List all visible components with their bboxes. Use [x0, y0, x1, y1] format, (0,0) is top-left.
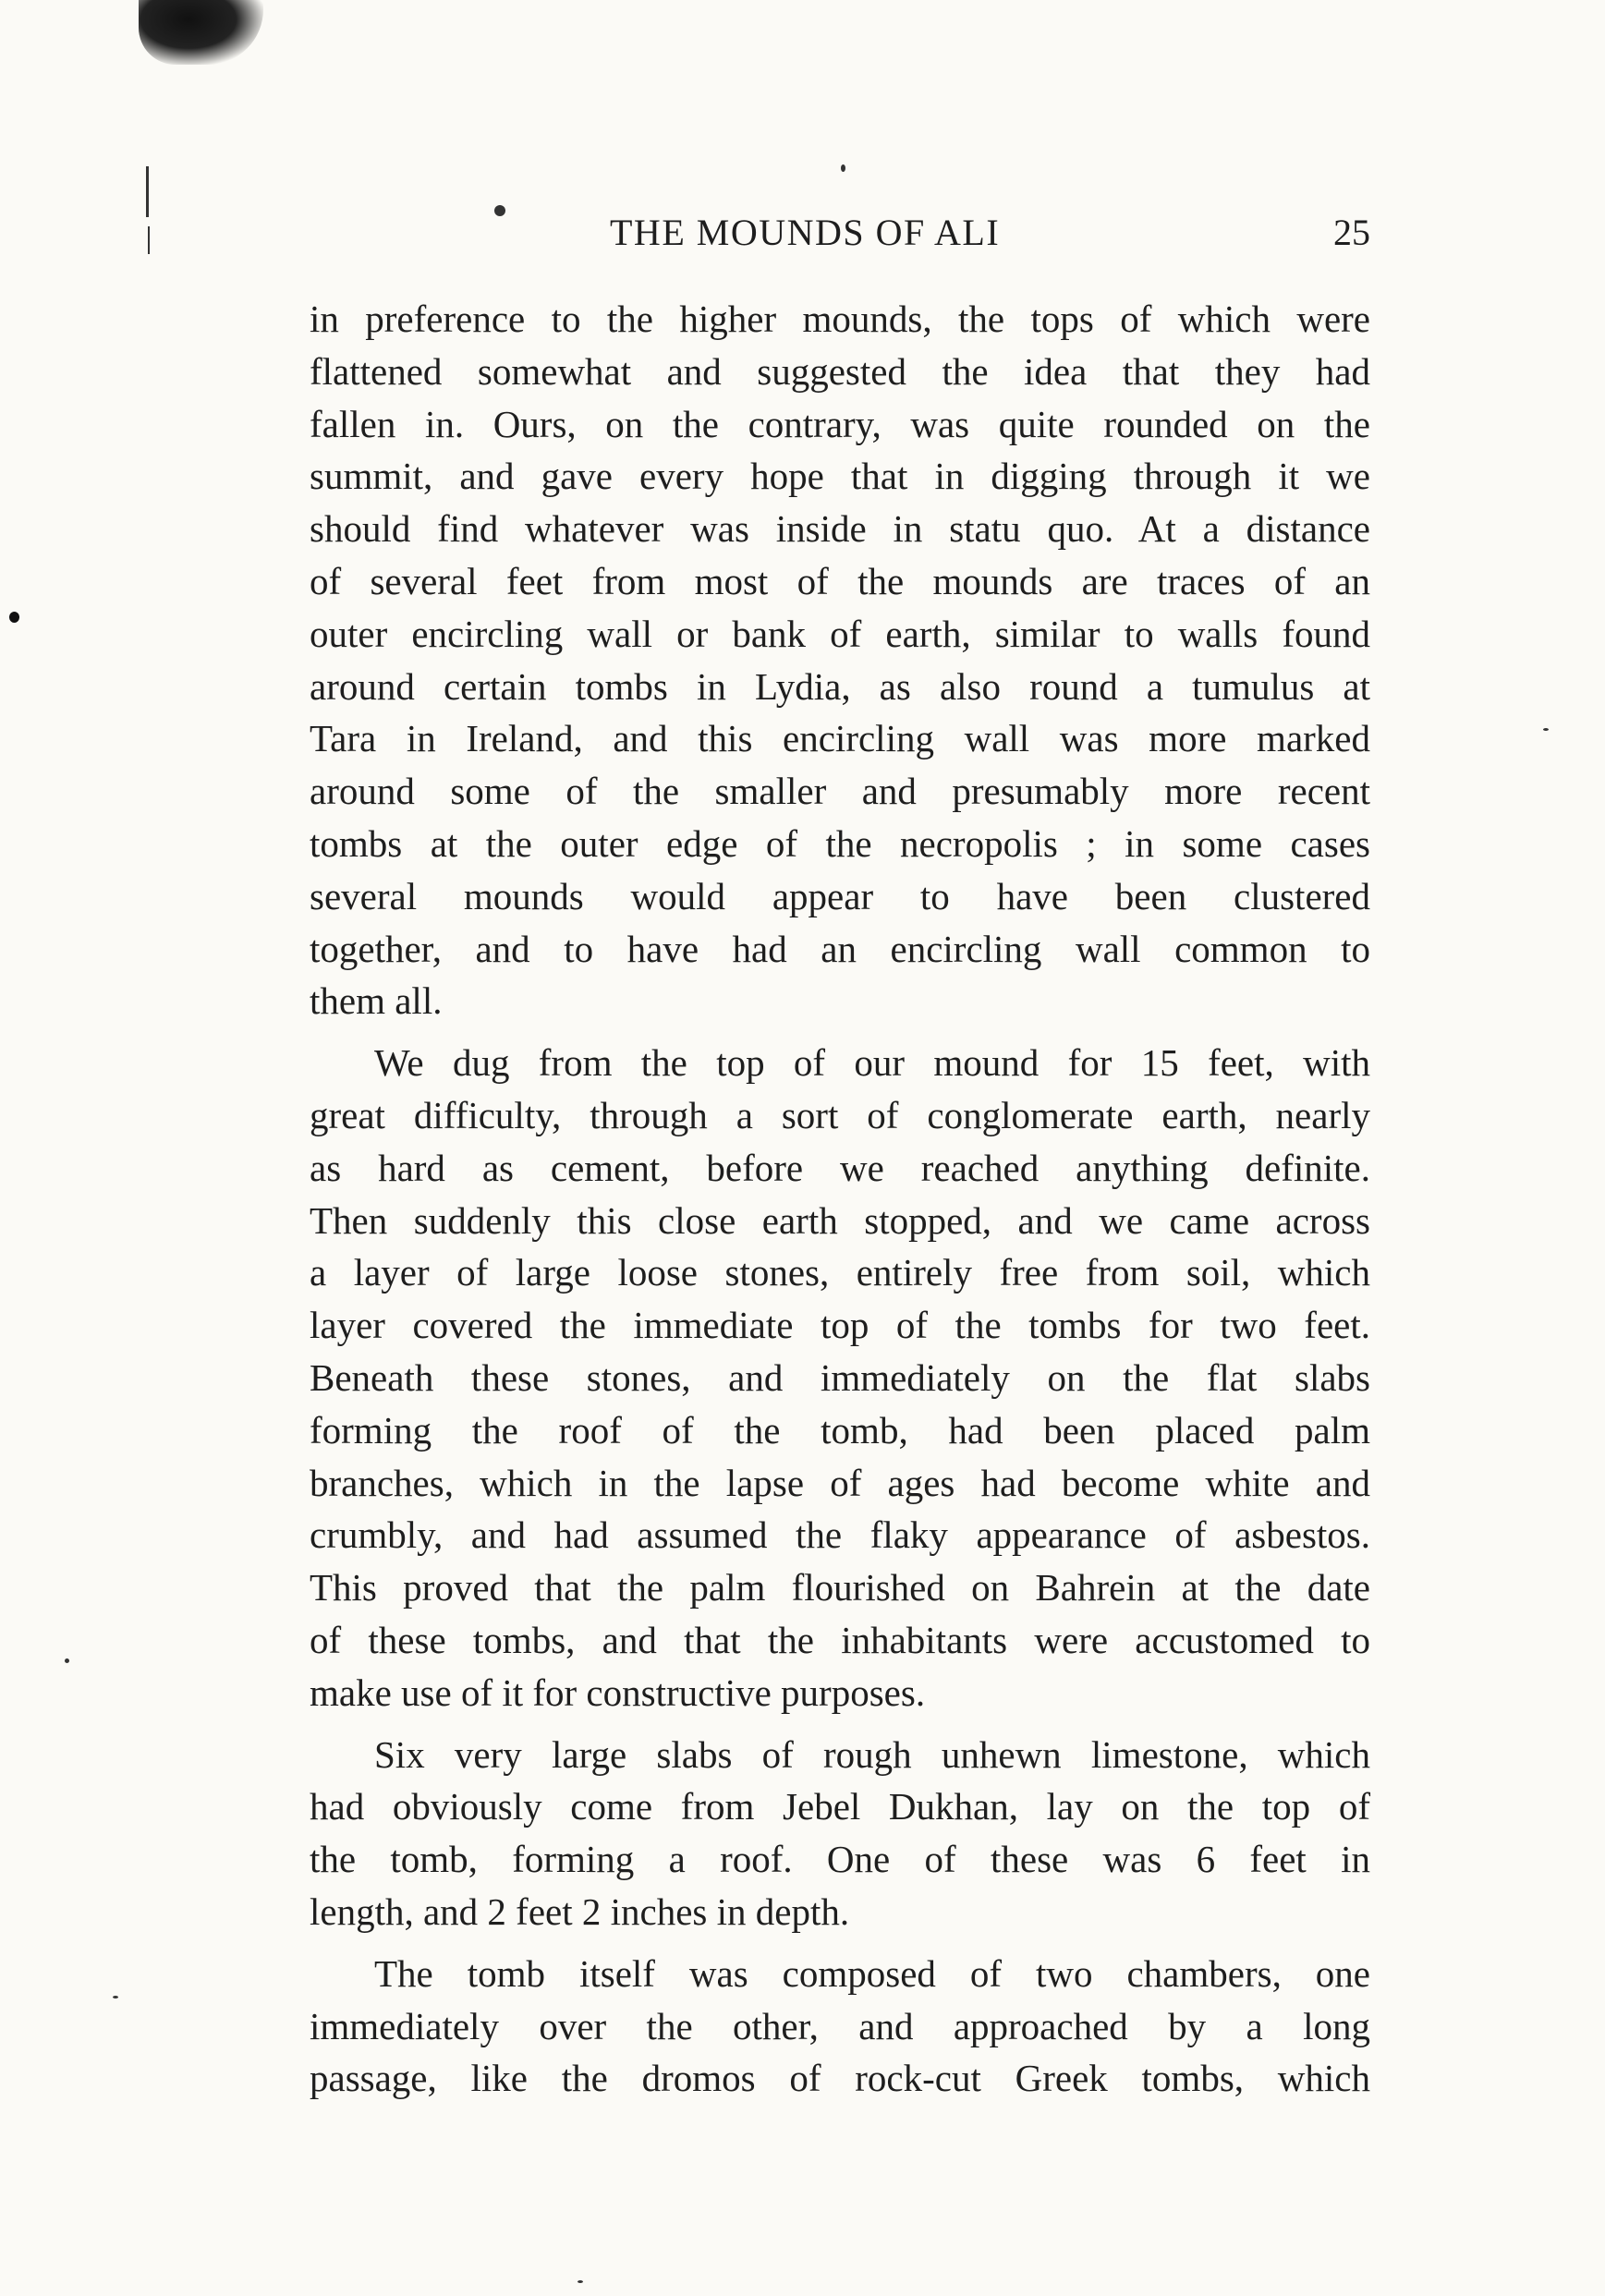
- text-line: summit, and gave every hope that in digging through it we: [310, 455, 1370, 498]
- text-line: immediately over the other, and approached by a long: [310, 2004, 1370, 2047]
- text-line: the tomb, forming a roof. One of these was 6 feet in: [310, 1838, 1370, 1881]
- body-text: [310, 293, 1370, 2105]
- text-line: flattened somewhat and suggested the idea that they had: [310, 349, 1370, 393]
- text-line: The tomb itself was composed of two chambers, one: [374, 1951, 1370, 1995]
- text-line: branches, which in the lapse of ages had become white and: [310, 1461, 1370, 1504]
- text-line: several mounds would appear to have been clustered: [310, 874, 1370, 917]
- text-line: as hard as cement, before we reached anything definite.: [310, 1146, 1370, 1189]
- paragraph: [310, 293, 1370, 1027]
- text-line: around certain tombs in Lydia, as also round a tumulus at: [310, 664, 1370, 708]
- paragraph: [310, 1948, 1370, 2105]
- scan-dot: [841, 164, 845, 172]
- text-line: tombs at the outer edge of the necropolis ; in some cases: [310, 821, 1370, 865]
- text-line: should find whatever was inside in statu quo. At a distance: [310, 507, 1370, 551]
- page-number: 25: [1333, 212, 1370, 253]
- running-head: THE MOUNDS OF ALI: [610, 212, 1001, 253]
- text-line: We dug from the top of our mound for 15 feet, with: [374, 1041, 1370, 1085]
- text-line: make use of it for constructive purposes.: [310, 1670, 926, 1714]
- paragraph-gap: [310, 1719, 1370, 1729]
- page-header: [310, 211, 1370, 266]
- text-line: length, and 2 feet 2 inches in depth.: [310, 1889, 850, 1933]
- text-line: This proved that the palm flourished on Bahrein at the date: [310, 1566, 1370, 1610]
- scan-dot: [113, 1996, 118, 1998]
- text-line: in preference to the higher mounds, the tops of which were: [310, 298, 1370, 340]
- paragraph-gap: [310, 1027, 1370, 1037]
- text-line: forming the roof of the tomb, had been placed palm: [310, 1408, 1370, 1452]
- scan-margin-mark: [146, 166, 149, 217]
- text-line: outer encircling wall or bank of earth, similar to walls found: [310, 612, 1370, 655]
- scan-dot: [578, 2280, 583, 2283]
- scan-margin-mark: [148, 226, 150, 254]
- text-line: fallen in. Ours, on the contrary, was quite rounded on the: [310, 402, 1370, 445]
- text-line: a layer of large loose stones, entirely free from soil, which: [310, 1251, 1370, 1294]
- text-line: around some of the smaller and presumably more recent: [310, 770, 1370, 813]
- text-line: Then suddenly this close earth stopped, and we came across: [310, 1198, 1370, 1242]
- paragraph: [310, 1037, 1370, 1719]
- scan-dot: [65, 1658, 69, 1663]
- text-line: layer covered the immediate top of the tombs for two feet.: [310, 1304, 1370, 1347]
- text-line: of these tombs, and that the inhabitants were accustomed to: [310, 1618, 1370, 1661]
- text-line: Tara in Ireland, and this encircling wall was more marked: [310, 717, 1370, 760]
- text-line: Six very large slabs of rough unhewn limestone, which: [374, 1732, 1370, 1776]
- text-line: passage, like the dromos of rock-cut Greek tombs, which: [310, 2057, 1370, 2100]
- text-line: great difficulty, through a sort of conglomerate earth, nearly: [310, 1093, 1370, 1136]
- text-line: Beneath these stones, and immediately on the flat slabs: [310, 1355, 1370, 1399]
- paragraph: [310, 1729, 1370, 1938]
- paragraph-gap: [310, 1938, 1370, 1948]
- text-line: them all.: [310, 979, 443, 1023]
- scan-smudge: [139, 0, 263, 65]
- text-line: had obviously come from Jebel Dukhan, lay on the top of: [310, 1785, 1370, 1828]
- scan-dot: [1543, 728, 1549, 731]
- text-line: crumbly, and had assumed the flaky appearance of asbestos.: [310, 1513, 1370, 1557]
- text-line: together, and to have had an encircling wall common to: [310, 927, 1370, 970]
- scan-dot: [9, 612, 19, 623]
- text-line: of several feet from most of the mounds are traces of an: [310, 559, 1370, 602]
